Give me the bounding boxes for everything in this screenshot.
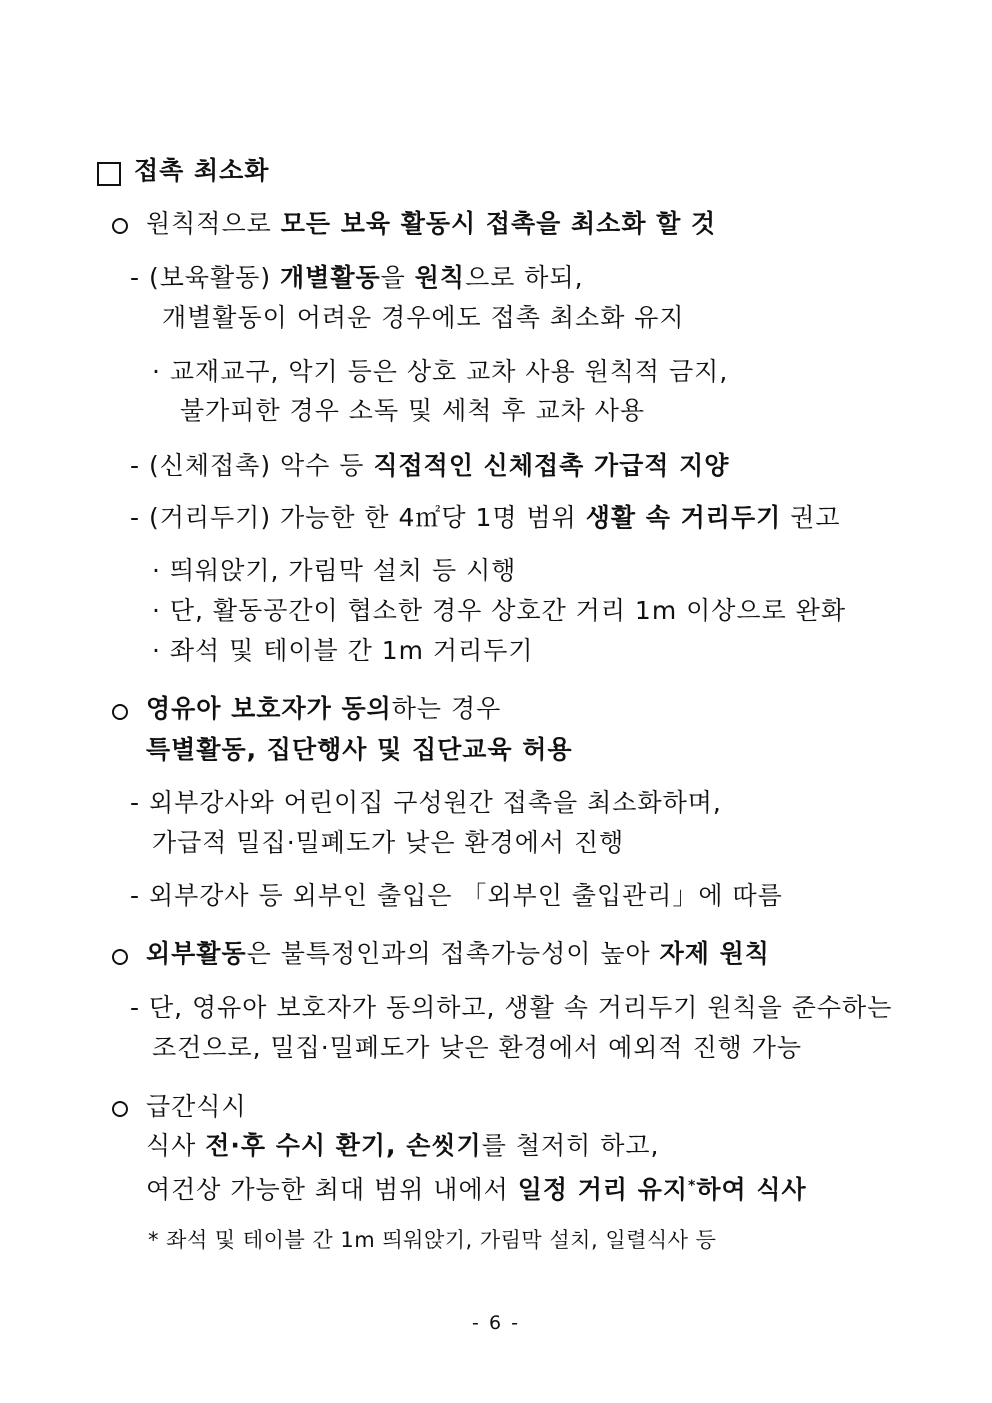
sub-item-outdoor-exception: - 단, 영유아 보호자가 동의하고, 생활 속 거리두기 원칙을 준수하는	[130, 993, 893, 1022]
sub-item-outdoor-exception-cont: 조건으로, 밀집·밀폐도가 낮은 환경에서 예외적 진행 가능	[152, 1033, 803, 1062]
footnote: * 좌석 및 테이블 간 1m 띄워앉기, 가림막 설치, 일렬식사 등	[148, 1228, 717, 1252]
checkbox-square-icon	[97, 162, 121, 186]
sub-item-external-instructor: - 외부강사와 어린이집 구성원간 접촉을 최소화하며,	[130, 788, 722, 817]
circle-bullet-icon	[112, 949, 128, 965]
item-contact-minimize: 원칙적으로 모든 보육 활동시 접촉을 최소화 할 것	[146, 209, 717, 238]
item-meals: 급간식시	[146, 1092, 247, 1121]
sub-item-care-activity-cont: 개별활동이 어려운 경우에도 접촉 최소화 유지	[162, 303, 685, 332]
sub-item-care-activity: - (보육활동) 개별활동을 원칙으로 하되,	[130, 263, 584, 292]
sub-item-visitor-access: - 외부강사 등 외부인 출입은 「외부인 출입관리」에 따름	[130, 881, 783, 910]
circle-bullet-icon	[112, 704, 128, 720]
detail-distancing-2: · 단, 활동공간이 협소한 경우 상호간 거리 1m 이상으로 완화	[152, 596, 846, 625]
sub-item-distancing: - (거리두기) 가능한 한 4㎡당 1명 범위 생활 속 거리두기 권고	[130, 503, 841, 532]
circle-bullet-icon	[112, 218, 128, 234]
circle-bullet-icon	[112, 1101, 128, 1117]
section-heading: 접촉 최소화	[134, 156, 270, 185]
detail-distancing-1: · 띄워앉기, 가림막 설치 등 시행	[152, 556, 517, 585]
detail-materials-cont: 불가피한 경우 소독 및 세척 후 교차 사용	[180, 396, 646, 425]
item-outdoor-activity: 외부활동은 불특정인과의 접촉가능성이 높아 자제 원칙	[146, 939, 770, 968]
item-meals-line2: 식사 전·후 수시 환기, 손씻기를 철저히 하고,	[146, 1131, 660, 1160]
item-guardian-consent-cont: 특별활동, 집단행사 및 집단교육 허용	[146, 735, 573, 764]
detail-distancing-3: · 좌석 및 테이블 간 1m 거리두기	[152, 636, 534, 665]
item-guardian-consent: 영유아 보호자가 동의하는 경우	[146, 694, 502, 723]
page-number: - 6 -	[472, 1312, 520, 1334]
item-meals-line3: 여건상 가능한 최대 범위 내에서 일정 거리 유지*하여 식사	[146, 1175, 807, 1204]
detail-materials: · 교재교구, 악기 등은 상호 교차 사용 원칙적 금지,	[152, 357, 729, 386]
sub-item-external-instructor-cont: 가급적 밀집·밀폐도가 낮은 환경에서 진행	[152, 828, 625, 857]
sub-item-physical-contact: - (신체접촉) 악수 등 직접적인 신체접촉 가급적 지양	[130, 451, 730, 480]
